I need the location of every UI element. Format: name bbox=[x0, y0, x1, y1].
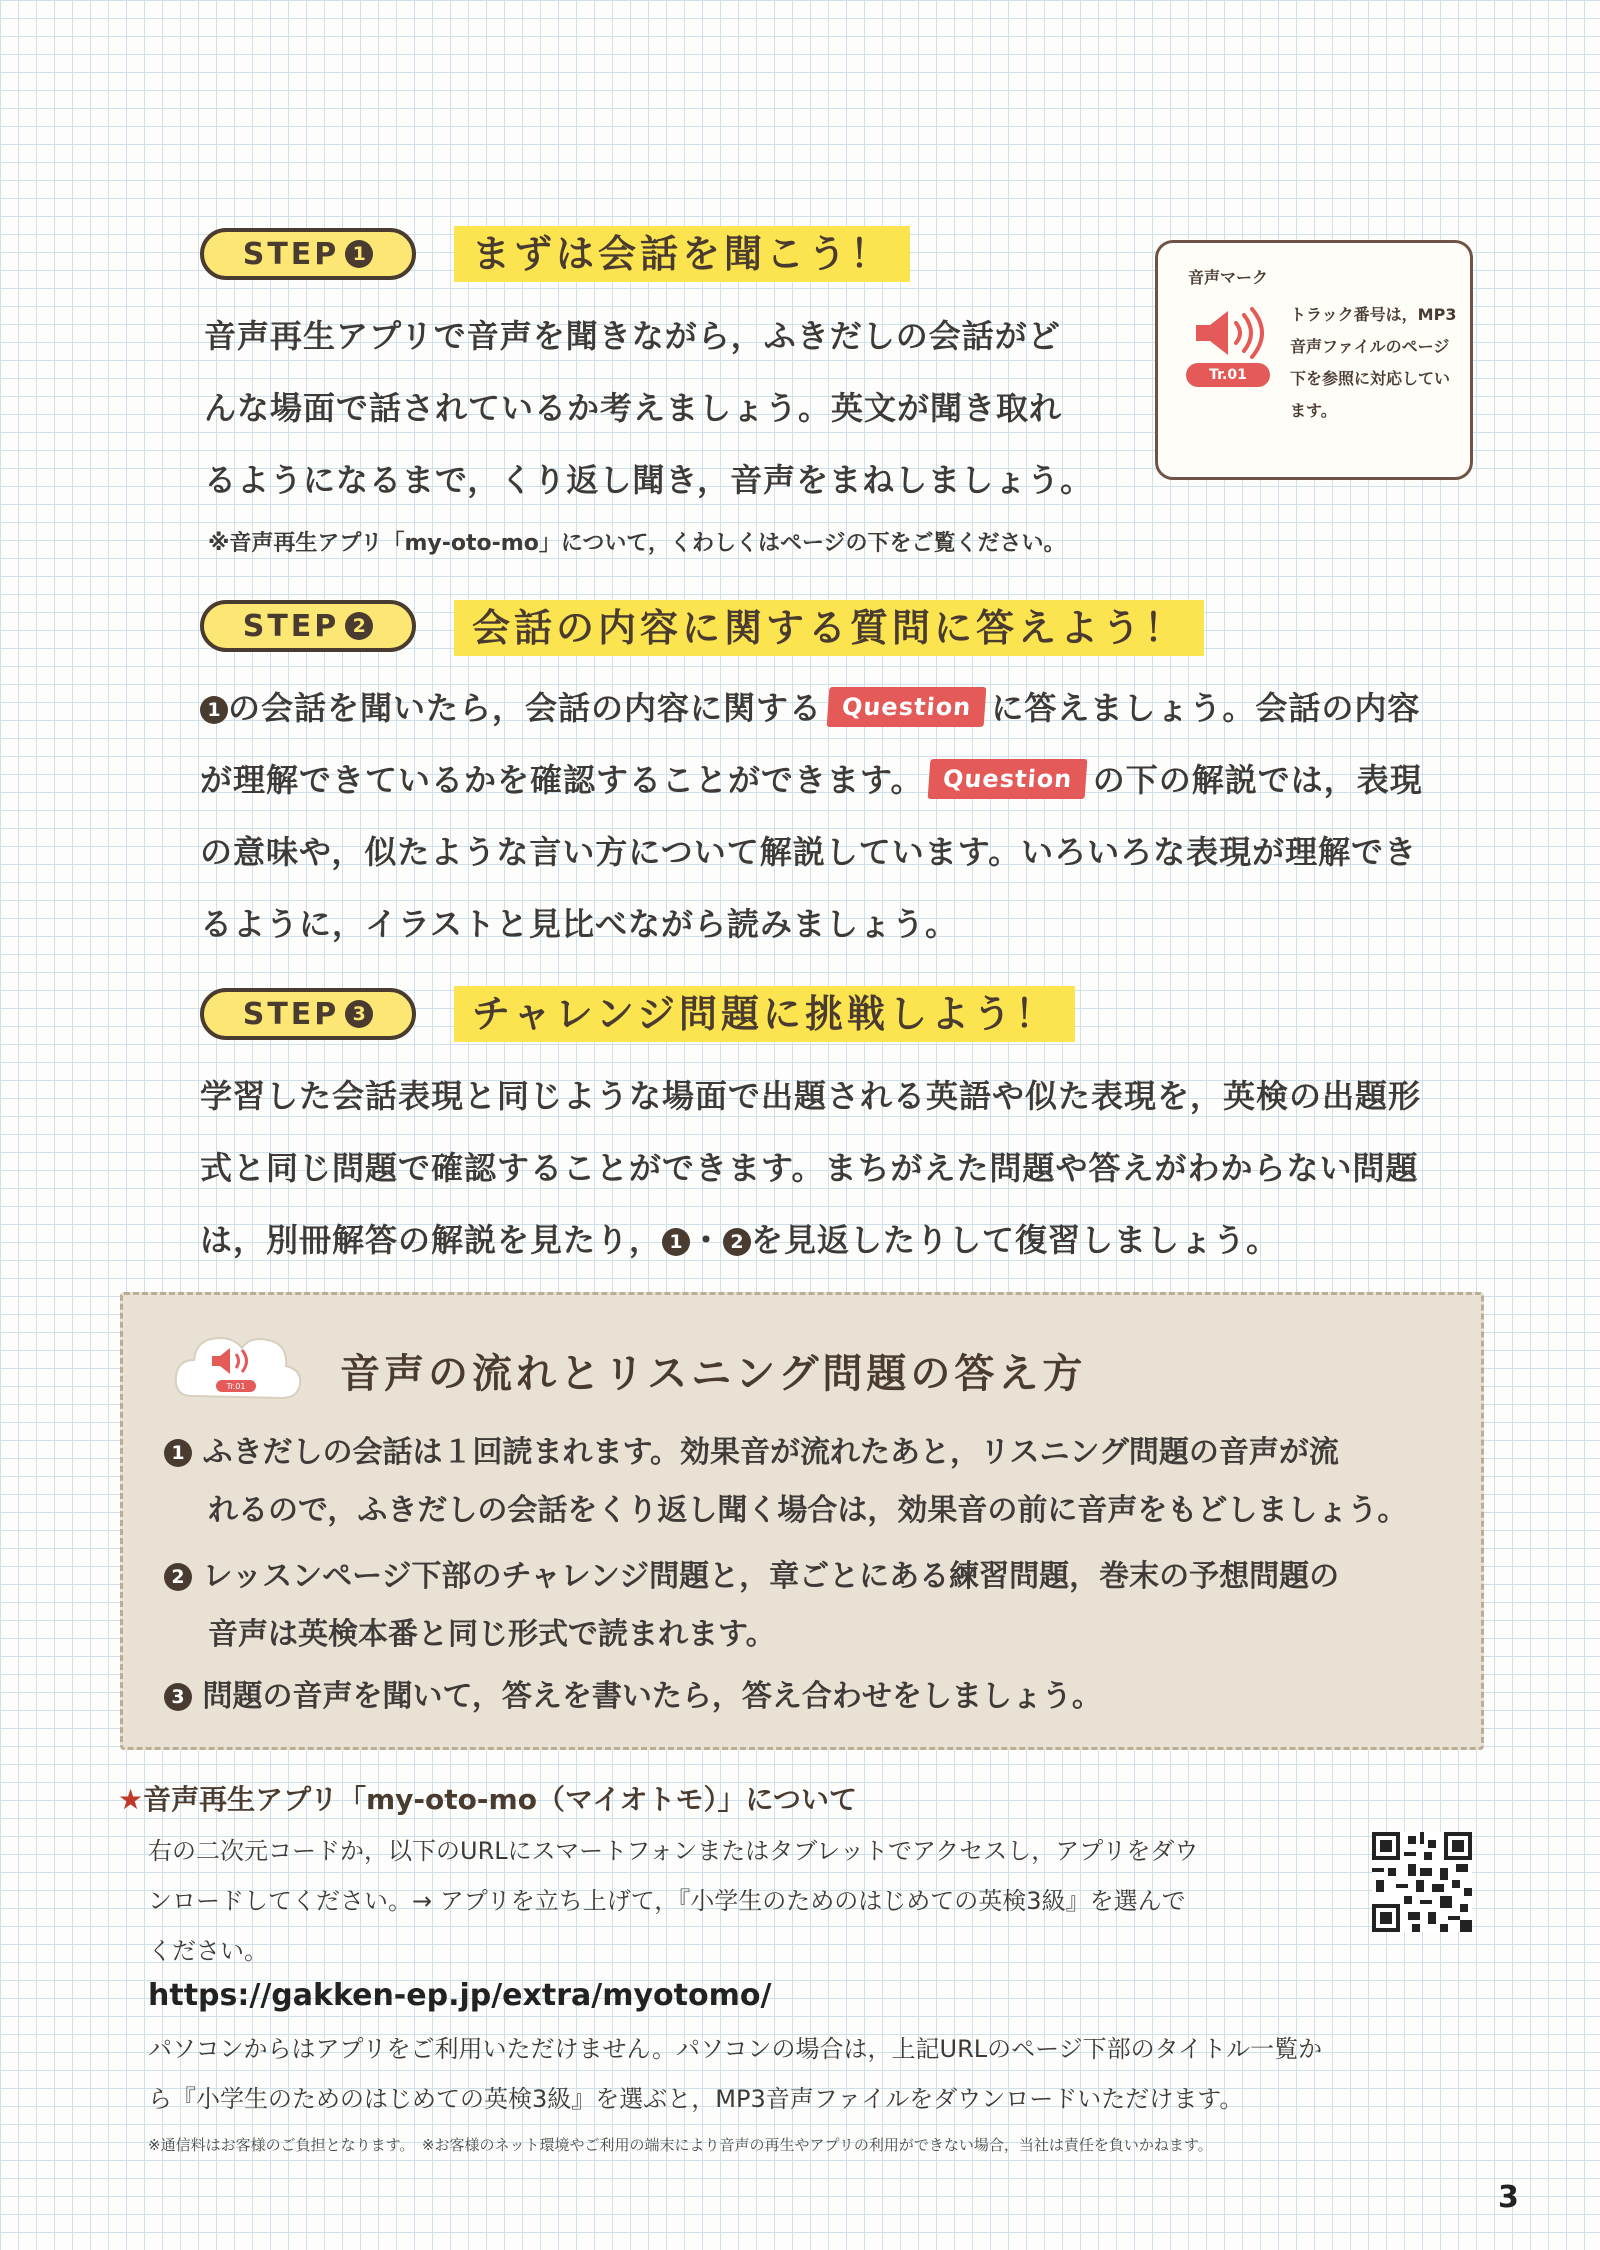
step2-line-4: るように，イラストと見比べながら読みましょう。 bbox=[200, 905, 959, 943]
app-section-heading bbox=[118, 1778, 857, 1818]
step3-line-3 bbox=[200, 1204, 1421, 1276]
audio-mark-box bbox=[1155, 240, 1473, 480]
step1-number: 1 bbox=[345, 240, 373, 268]
step2-line-1-post: に答えましょう。会話の内容 bbox=[991, 689, 1421, 727]
step3-title: チャレンジ問題に挑戦しよう！ bbox=[454, 986, 1075, 1042]
app-url-link[interactable]: https://gakken-ep.jp/extra/myotomo/ bbox=[148, 1978, 772, 2013]
listening-item-2 bbox=[164, 1548, 1339, 1664]
step3-line-3-post: を見返したりして復習しましょう。 bbox=[751, 1221, 1280, 1259]
audio-mark-label: 音声マーク bbox=[1188, 268, 1269, 287]
listening-item-2-text-1: レッスンページ下部のチャレンジ問題と，章ごとにある練習問題，巻末の予想問題の bbox=[202, 1559, 1340, 1594]
step1-label: STEP bbox=[242, 236, 340, 272]
step1-note: ※音声再生アプリ「my-oto-mo」について，くわしくはページの下をご覧ください。 bbox=[208, 531, 1066, 556]
listening-item-3-line-1 bbox=[164, 1668, 1102, 1726]
step2-number: 2 bbox=[345, 612, 373, 640]
listening-item-2-number: 2 bbox=[164, 1563, 192, 1591]
step2-line-1 bbox=[200, 672, 1423, 744]
audio-mark-description: トラック番号は，MP3音声ファイルのページ下を参照に対応しています。 bbox=[1290, 305, 1457, 420]
separator: ・ bbox=[690, 1221, 724, 1259]
step3-line-2: 式と同じ問題で確認することができます。まちがえた問題や答えがわからない問題 bbox=[200, 1149, 1419, 1187]
step1-line-3: るようになるまで，くり返し聞き，音声をまねしましょう。 bbox=[204, 461, 1094, 499]
listening-item-1-line-1 bbox=[164, 1424, 1407, 1482]
listening-item-2-line-2: 音声は英検本番と同じ形式で読まれます。 bbox=[208, 1617, 776, 1652]
listening-item-1-text-1: ふきだしの会話は１回読まれます。効果音が流れたあと，リスニング問題の音声が流 bbox=[202, 1435, 1339, 1470]
step1-ref-number: 1 bbox=[200, 696, 228, 724]
step2-body bbox=[200, 672, 1423, 960]
listening-item-1 bbox=[164, 1424, 1407, 1540]
step3-body bbox=[200, 1060, 1421, 1276]
pc-info-line-2: ら『小学生のためのはじめての英検3級』を選ぶと，MP3音声ファイルをダウンロードいただけます。 bbox=[148, 2085, 1244, 2113]
listening-title: 音声の流れとリスニング問題の答え方 bbox=[340, 1351, 1087, 1397]
app-intro-line-2: ンロードしてください。→ アプリを立ち上げて，『小学生のためのはじめての英検3級』を選んで bbox=[148, 1887, 1186, 1915]
step2-line-1-pre: の会話を聞いたら，会話の内容に関する bbox=[228, 689, 823, 727]
app-intro bbox=[148, 1826, 1198, 1976]
speaker-icon bbox=[1190, 305, 1270, 361]
step2-line-3: の意味や，似たような言い方について解説しています。いろいろな表現が理解でき bbox=[200, 833, 1418, 871]
cloud-track-label: Tr.01 bbox=[226, 1382, 246, 1391]
page-number: 3 bbox=[1498, 2180, 1519, 2215]
step2-label: STEP bbox=[242, 608, 340, 644]
step3-line-1: 学習した会話表現と同じような場面で出題される英語や似た表現を，英検の出題形 bbox=[200, 1077, 1422, 1115]
pc-info bbox=[148, 2024, 1322, 2124]
step3-number: 3 bbox=[345, 1000, 373, 1028]
step2-line-2-post: の下の解説では，表現 bbox=[1092, 761, 1423, 799]
listening-item-3-number: 3 bbox=[164, 1683, 192, 1711]
app-heading-text: 音声再生アプリ「my-oto-mo（マイオトモ）」について bbox=[143, 1783, 857, 1816]
fine-print: ※通信料はお客様のご負担となります。 ※お客様のネット環境やご利用の端末により音声の再生やアプリの利用ができない場合，当社は責任を負いかねます。 bbox=[148, 2136, 1213, 2154]
step1-line-1: 音声再生アプリで音声を聞きながら，ふきだしの会話がど bbox=[204, 317, 1061, 355]
step1-line-2: んな場面で話されているか考えましょう。英文が聞き取れ bbox=[204, 389, 1063, 427]
listening-item-2-line-1 bbox=[164, 1548, 1339, 1606]
listening-item-1-number: 1 bbox=[164, 1439, 192, 1467]
step3-line-3-pre: は，別冊解答の解説を見たり， bbox=[200, 1221, 663, 1259]
app-intro-line-1: 右の二次元コードか，以下のURLにスマートフォンまたはタブレットでアクセスし，アプリをダウ bbox=[148, 1837, 1199, 1865]
step2-pill bbox=[200, 600, 416, 652]
step2-ref-number: 2 bbox=[723, 1228, 751, 1256]
step2-line-2-pre: が理解できているかを確認することができます。 bbox=[200, 761, 924, 799]
step1-ref-number: 1 bbox=[662, 1228, 690, 1256]
listening-item-1-line-2: れるので，ふきだしの会話をくり返し聞く場合は，効果音の前に音声をもどしましょう。 bbox=[208, 1493, 1408, 1528]
step2-title: 会話の内容に関する質問に答えよう！ bbox=[454, 600, 1204, 656]
step2-line-2 bbox=[200, 744, 1423, 816]
listening-item-3 bbox=[164, 1668, 1102, 1726]
step1-title: まずは会話を聞こう！ bbox=[454, 226, 910, 282]
pc-info-line-1: パソコンからはアプリをご利用いただけません。パソコンの場合は，上記URLのページ下部のタイトル一覧か bbox=[148, 2035, 1323, 2063]
step1-body bbox=[204, 300, 1093, 516]
app-intro-line-3: ください。 bbox=[148, 1937, 268, 1965]
step3-label: STEP bbox=[242, 996, 340, 1032]
question-badge: Question bbox=[827, 687, 987, 727]
question-badge: Question bbox=[928, 759, 1088, 799]
track-badge: Tr.01 bbox=[1186, 363, 1270, 387]
cloud-speaker-icon bbox=[172, 1322, 304, 1414]
star-icon: ★ bbox=[118, 1783, 144, 1816]
step1-pill bbox=[200, 228, 416, 280]
listening-item-3-text-1: 問題の音声を聞いて，答えを書いたら，答え合わせをしましょう。 bbox=[202, 1679, 1102, 1714]
step3-pill bbox=[200, 988, 416, 1040]
qr-code[interactable] bbox=[1372, 1832, 1472, 1932]
